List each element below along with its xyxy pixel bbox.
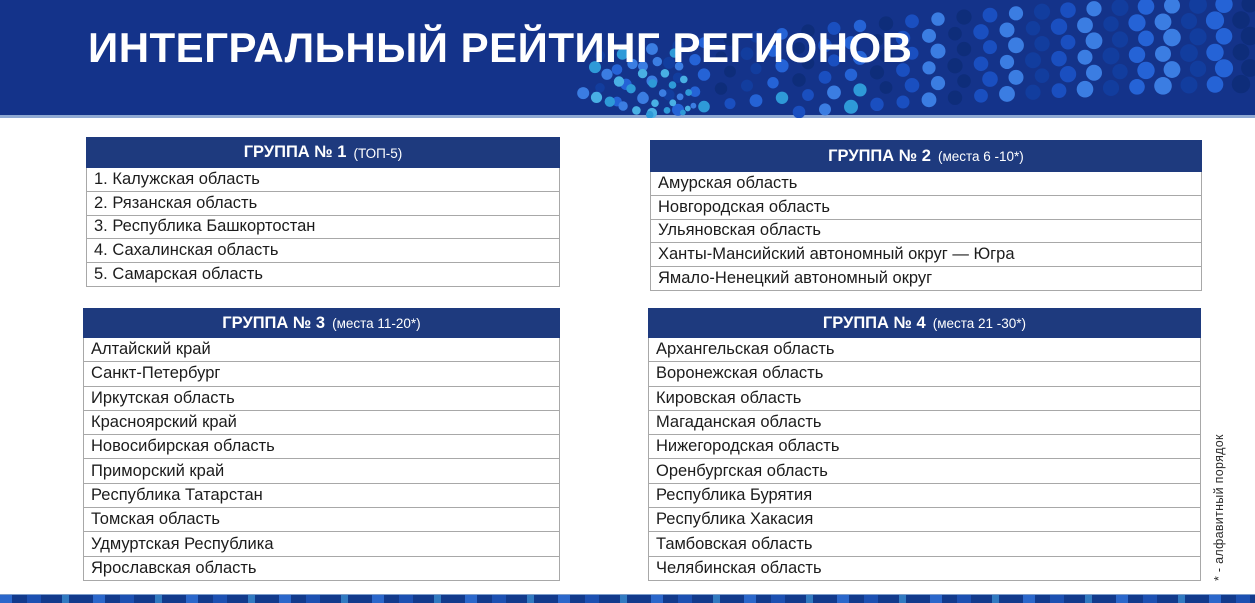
table-row: Приморский край xyxy=(84,459,559,483)
bottom-bar xyxy=(0,594,1255,603)
table-row: 3. Республика Башкортостан xyxy=(87,216,559,240)
table-row: Нижегородская область xyxy=(649,435,1200,459)
table-row: Кировская область xyxy=(649,387,1200,411)
table-row: Новосибирская область xyxy=(84,435,559,459)
group-2-table xyxy=(650,140,1202,291)
group-4-name: ГРУППА № 4 xyxy=(822,313,926,332)
table-row: 2. Рязанская область xyxy=(87,192,559,216)
table-row: Иркутская область xyxy=(84,387,559,411)
title-banner xyxy=(0,0,1255,118)
table-row: Ярославская область xyxy=(84,557,559,581)
group-1-table xyxy=(86,137,560,287)
table-row: Удмуртская Республика xyxy=(84,532,559,556)
group-1-header xyxy=(86,137,560,168)
table-row: Воронежская область xyxy=(649,362,1200,386)
table-row: Красноярский край xyxy=(84,411,559,435)
group-2-header xyxy=(650,140,1202,172)
table-row: Архангельская область xyxy=(649,338,1200,362)
table-row: Ульяновская область xyxy=(651,220,1201,244)
group-1-subtitle: (ТОП-5) xyxy=(353,145,403,161)
group-4-rows xyxy=(648,338,1201,581)
page-title: ИНТЕГРАЛЬНЫЙ РЕЙТИНГ РЕГИОНОВ xyxy=(88,24,913,71)
group-3-rows xyxy=(83,338,560,581)
group-4-header xyxy=(648,308,1201,338)
table-row: Новгородская область xyxy=(651,196,1201,220)
group-2-rows xyxy=(650,172,1202,291)
table-row: Республика Бурятия xyxy=(649,484,1200,508)
group-3-subtitle: (места 11-20*) xyxy=(332,316,421,331)
table-row: Томская область xyxy=(84,508,559,532)
table-row: 5. Самарская область xyxy=(87,263,559,287)
table-row: Магаданская область xyxy=(649,411,1200,435)
table-row: Алтайский край xyxy=(84,338,559,362)
table-row: Амурская область xyxy=(651,172,1201,196)
table-row: Оренбургская область xyxy=(649,459,1200,483)
table-row: Ханты-Мансийский автономный округ — Югра xyxy=(651,243,1201,267)
table-row: Челябинская область xyxy=(649,557,1200,581)
alphabetical-order-note: * - алфавитный порядок xyxy=(1212,434,1226,581)
group-3-header xyxy=(83,308,560,338)
group-1-name: ГРУППА № 1 xyxy=(243,143,347,161)
group-2-subtitle: (места 6 -10*) xyxy=(937,149,1024,164)
table-row: Республика Татарстан xyxy=(84,484,559,508)
table-row: 1. Калужская область xyxy=(87,168,559,192)
table-row: Тамбовская область xyxy=(649,532,1200,556)
group-4-subtitle: (места 21 -30*) xyxy=(932,316,1027,331)
table-row: Ямало-Ненецкий автономный округ xyxy=(651,267,1201,291)
group-3-name: ГРУППА № 3 xyxy=(222,313,326,332)
group-3-table xyxy=(83,308,560,581)
table-row: Санкт-Петербург xyxy=(84,362,559,386)
group-2-name: ГРУППА № 2 xyxy=(828,146,931,165)
group-1-rows xyxy=(86,168,560,287)
table-row: 4. Сахалинская область xyxy=(87,239,559,263)
table-row: Республика Хакасия xyxy=(649,508,1200,532)
group-4-table xyxy=(648,308,1201,581)
